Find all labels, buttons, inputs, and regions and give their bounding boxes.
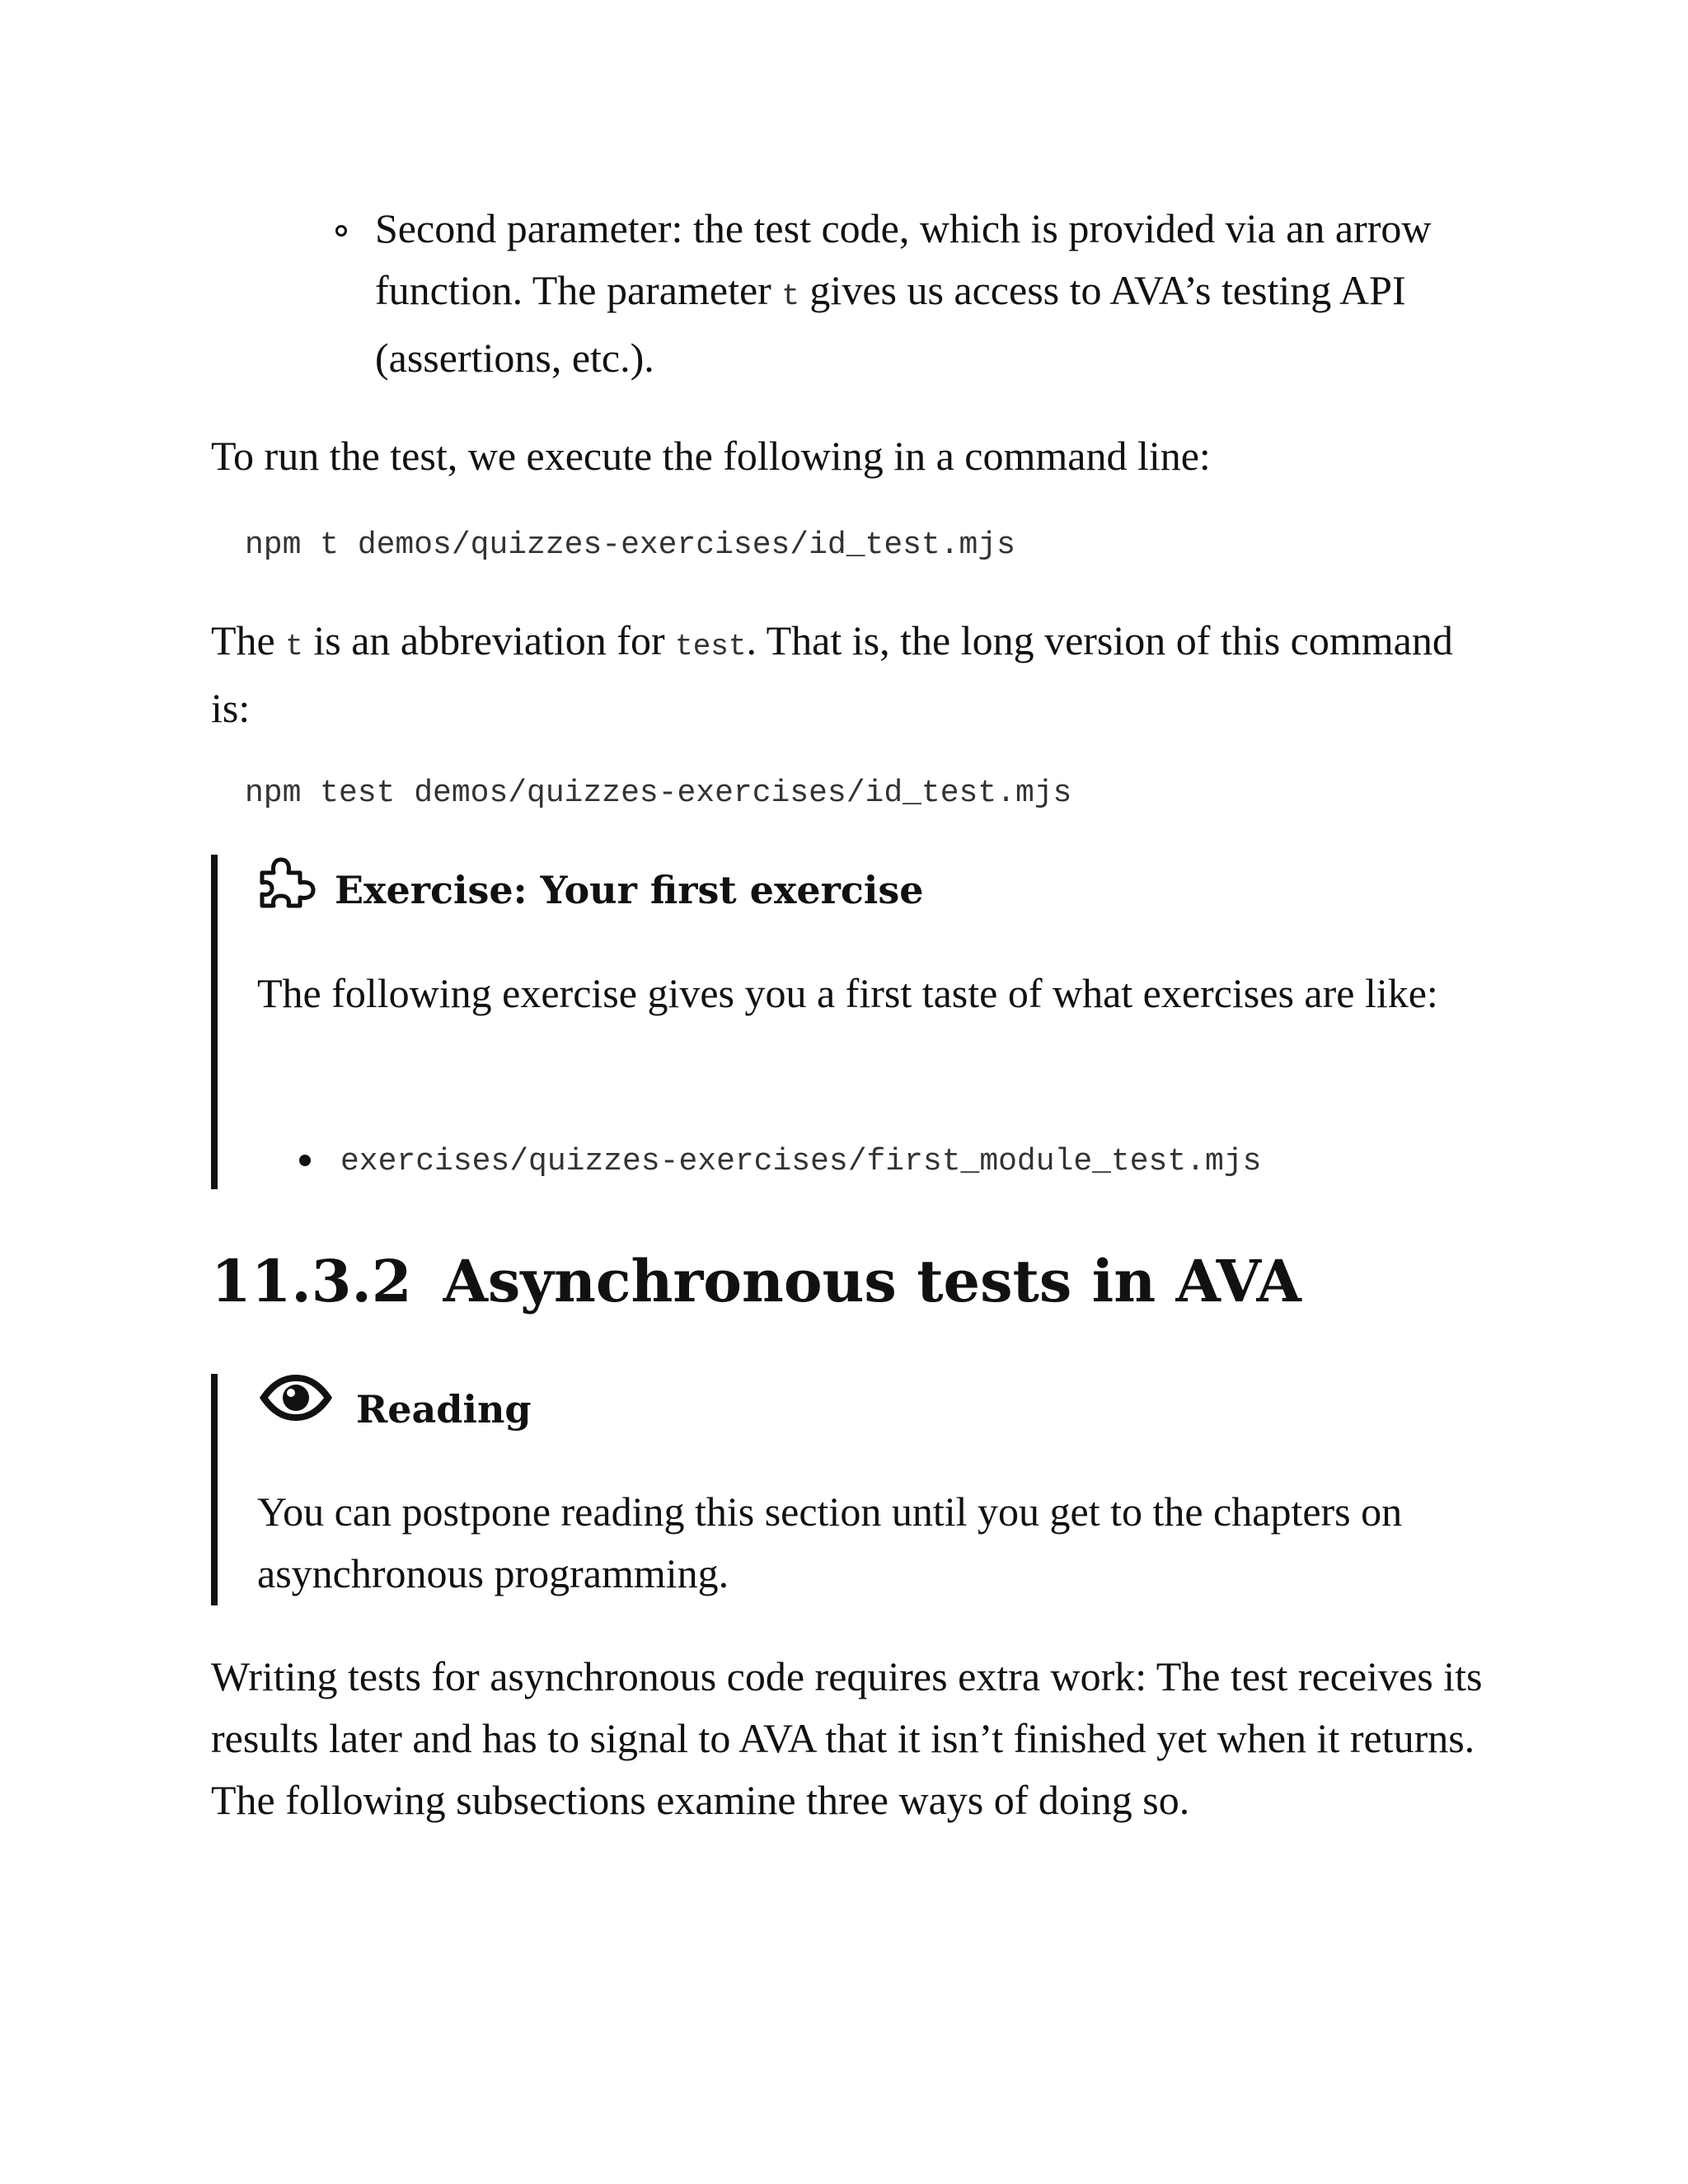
section-heading — [211, 1244, 1301, 1319]
reading-callout-text: You can postpone reading this section until you get to the chapters on asynchronous programming. — [257, 1488, 1403, 1596]
reading-callout-title: Reading — [356, 1387, 532, 1432]
exercise-callout-title: Exercise: Your first exercise — [335, 868, 924, 912]
exercise-file-path: exercises/quizzes-exercises/first_module_test.mjs — [340, 1144, 1262, 1179]
run-intro-paragraph: To run the test, we execute the following in a command line: — [211, 433, 1211, 479]
inline-code-test: test — [675, 630, 747, 663]
section-title: Asynchronous tests in AVA — [443, 1247, 1301, 1315]
inline-code-t: t — [285, 630, 303, 663]
async-tests-paragraph: Writing tests for asynchronous code requires extra work: The test receives its results later and has to signal to AVA that it isn’t finished yet when it returns. The following subsections examine three ways of doing so. — [211, 1653, 1483, 1823]
code-block-npm-t: npm t demos/quizzes-exercises/id_test.mjs — [245, 527, 1015, 563]
exercise-callout-text: The following exercise gives you a first taste of what exercises are like: — [257, 970, 1438, 1016]
code-block-npm-test: npm test demos/quizzes-exercises/id_test.mjs — [245, 776, 1072, 811]
list-item-second-parameter: Second parameter: the test code, which is provided via an arrow function. The parameter t gives us access to AVA’s testing API (assertions, etc.). — [375, 205, 1432, 381]
list-bullet-filled — [299, 1155, 311, 1166]
inline-code-t: t — [781, 279, 799, 313]
puzzle-icon — [256, 855, 320, 909]
section-number: 11.3.2 — [211, 1247, 412, 1315]
abbreviation-paragraph: The t is an abbreviation for test. That is, the long version of this command is: — [211, 617, 1453, 731]
list-bullet-hollow — [335, 225, 347, 237]
reading-callout-bar — [211, 1374, 218, 1605]
eye-icon — [256, 1371, 335, 1424]
exercise-callout-bar — [211, 855, 218, 1189]
